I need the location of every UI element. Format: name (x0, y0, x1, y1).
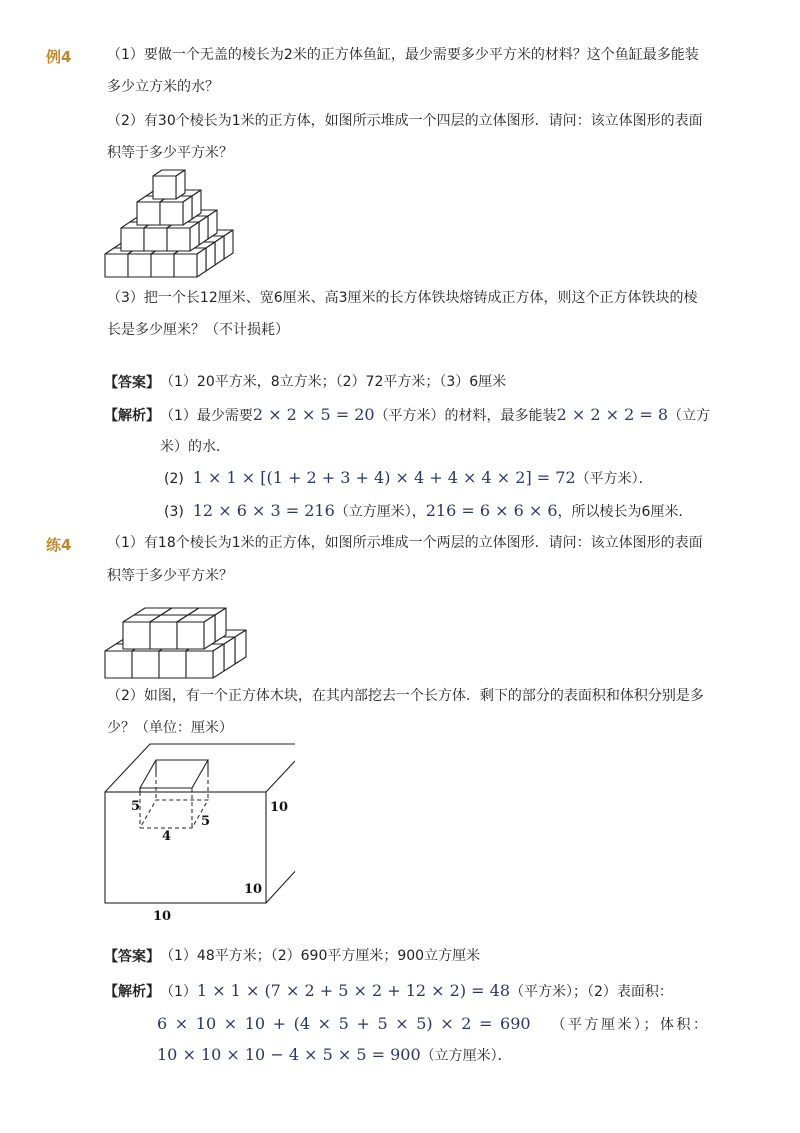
example-4-label: 例4 (46, 48, 72, 66)
cube-front-face (153, 176, 176, 199)
example-4-analysis-1: （1）最少需要2 × 2 × 5 = 20（平方米）的材料，最多能装2 × 2 × 2 = 8（立方 (160, 405, 711, 424)
four-layer-cube-stack-figure (100, 165, 235, 283)
cube-right-face (266, 744, 295, 903)
practice-4-q2-line2: 少？（单位：厘米） (107, 720, 233, 736)
math-expression: 1 × 1 × (7 × 2 + 5 × 2 + 12 × 2) = 48 (196, 981, 511, 1000)
math-expression: 1 × 1 × [(1 + 2 + 3 + 4) × 4 + 4 × 4 × 2] = 72 (192, 468, 576, 487)
example-4-analysis-2: (2) 1 × 1 × [(1 + 2 + 3 + 4) × 4 + 4 × 4 × 2] = 72（平方米）． (164, 468, 653, 487)
cube-front-face (150, 622, 177, 649)
cube-front-face (160, 202, 183, 225)
math-expression: 6 × 10 × 10 + (4 × 5 + 5 × 5) × 2 = 690 (157, 1014, 531, 1033)
answer-label: 【答案】 (104, 949, 160, 965)
cube-front-face (121, 228, 144, 251)
cube-front-face (186, 651, 213, 678)
analysis-label: 【解析】 (104, 408, 160, 424)
practice-4-analysis-2: 6 × 10 × 10 + (4 × 5 + 5 × 5) × 2 = 690 （平方厘米）；体积： (157, 1014, 707, 1033)
hole-height-label: 5 (131, 799, 141, 814)
practice-4-q2-line1: （2）如图，有一个正方体木块，在其内部挖去一个长方体．剩下的部分的表面积和体积分别是多 (107, 688, 704, 704)
hidden-hole-edges (140, 773, 211, 829)
cube-front-face (151, 254, 174, 277)
cube-front-face (105, 254, 128, 277)
math-expression: 2 × 2 × 5 = 20 (252, 405, 375, 424)
cube-front-face (132, 651, 159, 678)
math-expression: 10 × 10 × 10 − 4 × 5 × 5 = 900 (157, 1045, 421, 1064)
cube-front-face (128, 254, 151, 277)
hole-width-label: 4 (162, 829, 172, 844)
math-expression: 2 × 2 × 2 = 8 (556, 405, 669, 424)
math-expression: 216 = 6 × 6 × 6 (425, 501, 558, 520)
example-4-q3-line2: 长是多少厘米？（不计损耗） (107, 322, 289, 338)
cube-front-face (159, 651, 186, 678)
cube-front-face (167, 228, 190, 251)
practice-4-analysis-1: （1）1 × 1 × (7 × 2 + 5 × 2 + 12 × 2) = 48（平方米）；（2）表面积： (160, 981, 673, 1000)
analysis-label: 【解析】 (104, 984, 160, 1000)
math-expression: 12 × 6 × 3 = 216 (192, 501, 335, 520)
cube-front-face (123, 622, 150, 649)
cube-front-face (105, 792, 266, 903)
practice-4-analysis-3: 10 × 10 × 10 − 4 × 5 × 5 = 900（立方厘米）． (157, 1045, 512, 1064)
cube-depth-label: 10 (244, 882, 263, 897)
example-4-analysis-3: (3) 12 × 6 × 3 = 216（立方厘米），216 = 6 × 6 × 6，所以棱长为6厘米． (164, 501, 693, 520)
cube-front-face (174, 254, 197, 277)
cube-front-face (105, 651, 132, 678)
cube-front-face (177, 622, 204, 649)
example-4-analysis-1-line2: 米）的水． (160, 439, 230, 455)
cube-height-label: 10 (270, 800, 289, 815)
two-layer-cube-stack-figure (100, 588, 265, 683)
example-4-q1-line2: 多少立方米的水？ (107, 79, 219, 95)
answer-label: 【答案】 (104, 375, 160, 391)
cube-front-face (144, 228, 167, 251)
hole-opening (140, 760, 208, 788)
example-4-q2-line1: （2）有30个棱长为1米的正方体，如图所示堆成一个四层的立体图形．请问：该立体图形的表面 (107, 113, 703, 129)
practice-4-label: 练4 (46, 536, 72, 554)
example-4-q2-line2: 积等于多少平方米？ (107, 145, 233, 161)
example-4-answer: （1）20平方米，8立方米；（2）72平方米；（3）6厘米 (160, 374, 507, 390)
practice-4-q1-line1: （1）有18个棱长为1米的正方体，如图所示堆成一个两层的立体图形．请问：该立体图形的表面 (107, 535, 703, 551)
example-4-q1-line1: （1）要做一个无盖的棱长为2米的正方体鱼缸，最少需要多少平方米的材料？这个鱼缸最多能装 (107, 47, 699, 63)
cube-front-face (137, 202, 160, 225)
practice-4-q1-line2: 积等于多少平方米？ (107, 568, 233, 584)
hole-depth-label: 5 (201, 814, 211, 829)
example-4-q3-line1: （3）把一个长12厘米、宽6厘米、高3厘米的长方体铁块熔铸成正方体，则这个正方体铁块的棱 (107, 290, 698, 306)
practice-4-answer: （1）48平方米；（2）690平方厘米；900立方厘米 (160, 948, 481, 964)
hollowed-cube-figure (100, 738, 295, 928)
cube-top-face (105, 744, 295, 792)
cube-width-label: 10 (153, 909, 172, 924)
